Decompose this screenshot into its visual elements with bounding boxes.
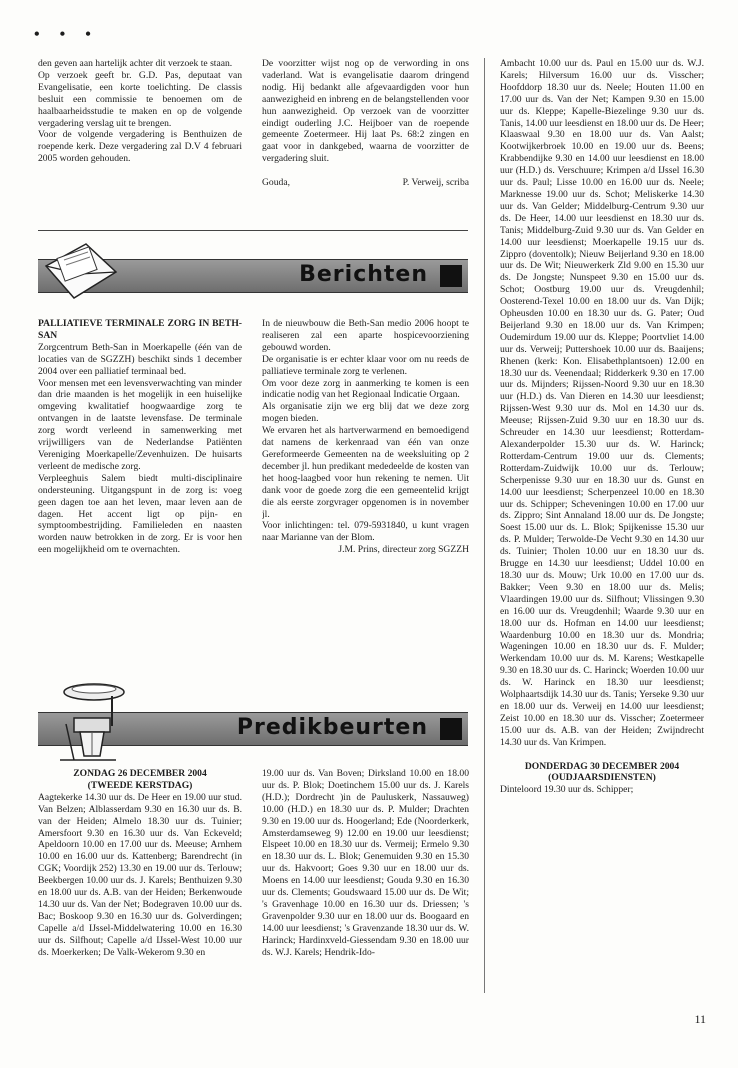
berichten-column-1 bbox=[38, 318, 242, 684]
berichten-signature: J.M. Prins, directeur zorg SGZZH bbox=[338, 544, 469, 556]
sunday-subheading: (TWEEDE KERSTDAG) bbox=[87, 779, 193, 791]
banner-end-block bbox=[440, 718, 462, 740]
top-column-2 bbox=[262, 58, 469, 224]
banner-end-block bbox=[440, 265, 462, 287]
signature-name: P. Verweij, scriba bbox=[402, 177, 469, 189]
berichten-title: Berichten bbox=[299, 262, 428, 287]
predikbeurten-column-1 bbox=[38, 768, 242, 1048]
right-column-text: Ambacht 10.00 uur ds. Paul en 15.00 uur ds. W.J. Karels; Hilversum 16.00 uur ds. Visscher; Hoofddorp 18.30 uur ds. Neele; Houten 11.00 en 17.00 uur ds. Van der Net; Kampen 9.30 en 15.00 uur ds. Kleppe; Kapelle-Biezelinge 9.30 uur ds. Tanis, 14.00 uur leesdienst en 18.00 uur ds. De Heer; Klaaswaal 9.30 en 18.00 uur ds. Van Aalst; Kootwijkerbroek 10.00 en 19.00 uur ds. Beens; Krabbendijke 9.30 en 14.00 uur leesdienst en 18.00 uur (H.D.) ds. Verschuure; Krimpen a/d IJssel 16.30 uur ds. Paul; Lisse 10.00 en 16.00 uur ds. Neele; Marknesse 19.00 uur ds. Schot; Meliskerke 14.30 uur ds. Van Gelder; Middelburg-Centrum 9.30 uur ds. De Heer, 14.00 uur leesdienst en 18.30 uur ds. Tanis; Middelburg-Zuid 9.30 uur ds. Van Gelder en 14.00 uur leesdienst; Moerkapelle 19.15 uur ds. Zippro (doventolk); Nieuw Beijerland 9.30 en 18.00 uur ds. De Wit; Nieuwerkerk Zld 9.00 en 15.30 uur ds. De Jongste; Nunspeet 9.30 en 15.00 uur ds. Schot; Oostburg 19.00 uur ds. Vreugdenhil; Oosterend-Texel 10.00 en 18.00 uur ds. Van Dijk; Opheusden 10.00 en 18.30 uur ds. G. Pater; Oud Beijerland 9.30 en 18.00 uur ds. Van Krimpen; Oudemirdum 19.00 uur ds. Kleppe; Poortvliet 14.00 uur ds. Verweij; Puttershoek 10.00 uur ds. Baaijens; Rhenen (kerk: Kon. Elisabethplantsoen) 12.00 en 18.30 uur ds. Veenendaal; Ridderkerk 9.30 en 17.00 uur ds. Mijnders; Rijssen-Noord 9.30 uur en 18.30 uur (H.D.) ds. Van Dieren en 14.30 uur leesdienst; Rijssen-West 9.30 uur ds. Mol en 14.30 uur ds. Meeuse; Rijssen-Zuid 9.30 uur en 18.30 uur ds. Schreuder en 14.30 uur leesdienst; Rotterdam-Alexanderpolder 15.30 uur ds. W. Harinck; Rotterdam-Centrum 19.00 uur ds. Clements; Rotterdam-Zuidwijk 10.00 uur ds. Terlouw; Scherpenisse 9.30 uur en 18.30 uur ds. Gunst en 14.00 uur leesdienst; Scherpenzeel 10.00 en 18.30 uur ds. Schipper; Scheveningen 10.00 en 17.00 uur ds. Zippro; Sint Annaland 18.00 uur ds. De Jongste; Soest 15.00 uur ds. L. Blok; Spijkenisse 15.30 uur ds. P. Mulder; Terwolde-De Vecht 9.30 en 14.30 uur ds. Tuinier; Tholen 10.00 uur en 18.30 uur ds. Brugge en 14.30 uur leesdienst; Uddel 10.00 en 18.30 uur ds. Mouw; Urk 10.00 en 17.00 uur ds. Bakker; Veen 9.30 en 18.00 uur ds. Melis; Vlaardingen 19.00 uur ds. Silfhout; Vlissingen 9.30 en 16.00 uur ds. Vreugdenhil; Waarde 9.30 uur en 18.00 uur ds. Hofman en 14.00 uur leesdienst; Waardenburg 10.00 en 18.30 uur ds. Mondria; Wageningen 10.00 en 18.30 uur ds. F. Mulder; Werkendam 10.00 uur ds. M. Karens; Westkapelle 9.30 en 18.30 uur ds. C. Harinck; Woerden 10.00 uur ds. W. Harinck en 18.30 uur leesdienst; Wolphaartsdijk 14.30 uur ds. Tanis; Yerseke 9.30 uur en 18.00 uur ds. Verweij en 14.00 uur leesdienst; Zeist 10.00 en 18.30 uur ds. Visscher; Zoetermeer 15.00 uur ds. A.B. van der Heiden; Zwijndrecht 14.30 uur ds. Van Krimpen. bbox=[500, 58, 704, 748]
envelope-icon bbox=[40, 238, 120, 304]
berichten-heading: PALLIATIEVE TERMINALE ZORG IN BETH-SAN bbox=[38, 318, 242, 341]
section-divider bbox=[38, 230, 468, 231]
pulpit-icon bbox=[56, 680, 128, 764]
thursday-subheading: (OUDJAARSDIENSTEN) bbox=[548, 772, 656, 784]
top-signature bbox=[262, 177, 469, 189]
sunday-heading: ZONDAG 26 DECEMBER 2004 bbox=[73, 768, 207, 779]
signature-place: Gouda, bbox=[262, 177, 290, 189]
thursday-heading: DONDERDAG 30 DECEMBER 2004 bbox=[524, 760, 680, 772]
header-dots: • • • bbox=[34, 26, 99, 43]
predikbeurten-column-2 bbox=[262, 768, 469, 1048]
berichten-col2-text: In de nieuwbouw die Beth-San medio 2006 hoopt te realiseren zal een aparte hospicevoorziening gebouwd worden. De organisatie is er echter klaar voor om nu reeds de palliatieve terminale zorg te verlenen. Om voor deze zorg in aanmerking te komen is een indicatie nodig van het Regionaal Indicatie Orgaan. Als organisatie zijn we erg blij dat we deze zorg mogen bieden. We ervaren het als hartverwarmend en bemoedigend dat namens de kerkenraad van één van onze Gereformeerde Gemeenten na de weeksluiting op 2 december jl. hun predikant mededeelde de kosten van het hoog-laagbed voor hun rekening te nemen. Uit dank voor de goede zorg die een gemeentelid krijgt die als eerste zorgvrager opgenomen is in november jl. Voor inlichtingen: tel. 079-5931840, u kunt vragen naar Marianne van der Blom. bbox=[262, 318, 469, 544]
right-column bbox=[500, 58, 704, 1004]
top-col2-text: De voorzitter wijst nog op de verwording in ons vaderland. Wat is evangelisatie daarom dringend nodig. Hij bedankt alle afgevaardigden voor hun aanwezigheid en inbreng en de belangstellenden voor hun aanwezigheid. Op verzoek van de voorzitter eindigt ouderling J.C. Heijboer van de roepende gemeente Zoetermeer. Hij laat Ps. 68:2 zingen en gaat voor in dankgebed, waarna de voorzitter de vergadering sluit. bbox=[262, 58, 469, 165]
berichten-col1-text: Zorgcentrum Beth-San in Moerkapelle (één van de locaties van de SGZZH) beschikt sinds 1 december 2004 over een palliatief terminaal bed. Voor mensen met een levensverwachting van minder dan drie maanden is het mogelijk in een huiselijke omgeving kwalitatief hoogwaardige zorg te ontvangen in de laatste levensfase. De terminale zorg wordt verleend in samenwerking met vrijwilligers van de Nederlandse Patiënten Vereniging Moerkapelle/Zevenhuizen. De huisarts verleent de medische zorg. Verpleeghuis Salem biedt multi-disciplinaire ondersteuning. Uitgangspunt in de zorg is: voeg geen dagen toe aan het leven, maar leven aan de dagen. Het accent ligt op pijn- en symptoombestrijding. Familieleden en naasten worden nauw betrokken in de zorg. Er is voor hen een mogelijkheid om te overnachten. bbox=[38, 341, 242, 556]
page-number: 11 bbox=[694, 1012, 706, 1026]
top-col1-text: den geven aan hartelijk achter dit verzoek te staan. Op verzoek geeft br. G.D. Pas, deputaat van Evangelisatie, een korte toelichting. De classis besluit een commissie te benoemen om de haalbaarheidsstudie te maken en op de volgende vergadering verslag uit te brengen. Voor de volgende vergadering is Benthuizen de roepende kerk. Deze vergadering zal D.V 4 februari 2005 worden gehouden. bbox=[38, 58, 242, 165]
column-separator bbox=[484, 58, 485, 993]
predikbeurten-title: Predikbeurten bbox=[236, 715, 428, 740]
berichten-column-2 bbox=[262, 318, 469, 684]
predikbeurten-col2-text: 19.00 uur ds. Van Boven; Dirksland 10.00 en 18.00 uur ds. P. Blok; Doetinchem 15.00 uur ds. J. Karels (H.D.); Dordrecht )in de Pauluskerk, Nassauweg) 10.00 (H.D.) en 18.30 uur ds. P. Mulder; Drachten 9.30 en 19.00 uur ds. Hoogerland; Ede (Noorderkerk, Amsterdamseweg 9) 12.00 en 19.00 uur leesdienst; Elspeet 10.00 en 18.30 uur ds. Vermeij; Ermelo 9.30 en 18.30 uur ds. L. Blok; Genemuiden 9.30 en 15.30 uur ds. Hakvoort; Goes 9.30 uur en 18.00 uur ds. Moens en 14.00 uur leesdienst; Gouda 9.30 en 16.30 uur ds. Clements; Goudswaard 15.00 uur ds. De Wit; 's Gravenhage 10.00 en 16.30 uur ds. Driessen; 's Gravenpolder 9.30 uur en 18.00 uur ds. Boogaard en 14.00 uur leesdienst; 's Gravenzande 18.30 uur ds. W. Harinck; Hardinxveld-Giessendam 9.30 en 18.00 uur ds. W.J. Karels; Hendrik-Ido- bbox=[262, 768, 469, 958]
top-column-1 bbox=[38, 58, 242, 218]
right-column-last: Dinteloord 19.30 uur ds. Schipper; bbox=[500, 784, 634, 796]
predikbeurten-col1-text: Aagtekerke 14.30 uur ds. De Heer en 19.00 uur stud. Van Belzen; Alblasserdam 9.30 en 16.30 uur ds. B. van der Heiden; Almelo 18.30 uur ds. Tuinier; Amersfoort 9.30 en 16.30 uur ds. Van Eckeveld; Apeldoorn 10.00 en 17.00 uur ds. Meeuse; Arnhem 10.00 en 16.00 uur ds. Kattenberg; Barendrecht (in CGK; Voordijk 252) 13.30 en 19.00 uur ds. Terlouw; Beekbergen 10.00 uur ds. J. Karels; Benthuizen 9.30 en 18.00 uur ds. A.B. van der Heiden; Berkenwoude 14.30 uur ds. Van der Net; Bodegraven 10.00 uur ds. Bac; Boskoop 9.30 en 16.30 uur ds. Golverdingen; Capelle a/d IJssel-Middelwatering 10.00 en 16.30 uur ds. Silfhout; Capelle a/d IJssel-West 10.00 uur ds. Moerkerken; De Valk-Wekerom 9.30 en bbox=[38, 791, 242, 958]
